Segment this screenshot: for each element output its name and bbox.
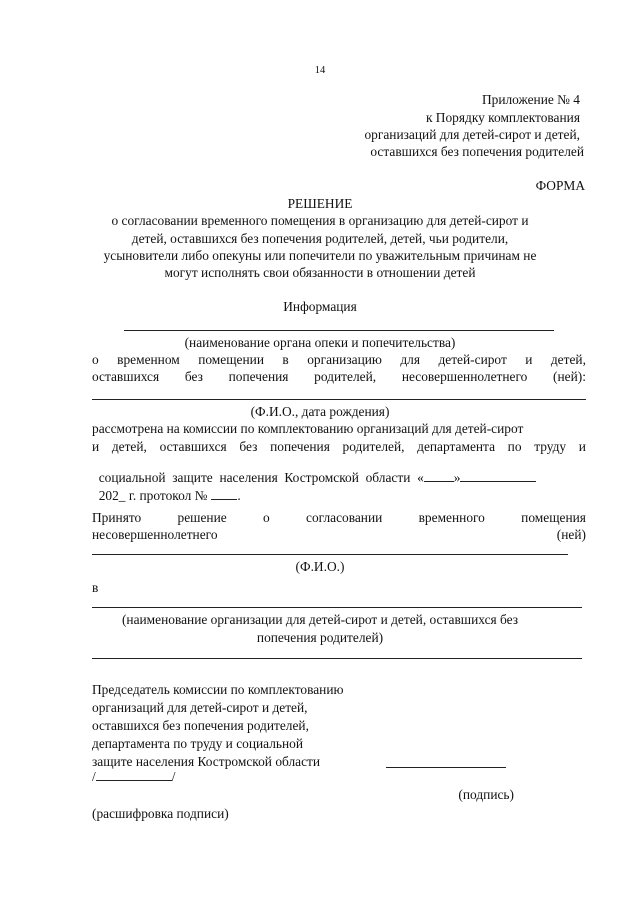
fio-caption: (Ф.И.О.)	[295, 559, 345, 574]
subtitle-line-3: усыновители либо опекуны или попечители по уважительным причинам не	[103, 248, 537, 263]
fio-blank-line	[92, 554, 568, 555]
page-number: 14	[314, 65, 326, 76]
commission-line-2: и детей, оставшихся без попечения родителей, департамента по труду и	[92, 439, 586, 454]
placement-text-line-1: о временном помещении в организацию для детей-сирот и детей,	[92, 352, 586, 367]
protocol-number-blank	[211, 489, 237, 500]
preposition-v: в	[92, 580, 99, 595]
decoding-blank	[96, 770, 172, 781]
decision-line-2: несовершеннолетнего (ней)	[92, 527, 586, 542]
subtitle-line-2: детей, оставшихся без попечения родителей, детей, чьи родители,	[131, 231, 509, 246]
org-caption-line-1: (наименование организации для детей-сирот и детей, оставшихся без	[121, 612, 519, 627]
placement-text-line-2: оставшихся без попечения родителей, несовершеннолетнего (ней):	[92, 369, 586, 384]
fio-dob-blank-line	[92, 399, 586, 400]
commission-line-1: рассмотрена на комиссии по комплектованию организаций для детей-сирот	[92, 421, 524, 436]
appendix-line-4: оставшихся без попечения родителей	[370, 144, 584, 159]
guardianship-blank-line	[124, 330, 554, 331]
appendix-line-1: Приложение № 4	[481, 92, 580, 107]
commission-line-4: 202_ г. протокол № .	[98, 488, 241, 504]
subtitle-line-4: могут исполнять свои обязанности в отношении детей	[164, 265, 476, 280]
appendix-line-2: к Порядку комплектования	[425, 110, 580, 125]
form-label: ФОРМА	[535, 178, 585, 193]
day-blank	[424, 471, 454, 482]
subtitle-line-1: о согласовании временного помещения в организацию для детей-сирот и	[111, 213, 529, 228]
chairman-line-1: Председатель комиссии по комплектованию	[92, 682, 344, 697]
decision-line-1: Принято решение о согласовании временного помещения	[92, 510, 586, 525]
info-heading: Информация	[283, 299, 357, 314]
chairman-line-3: оставшихся без попечения родителей,	[92, 718, 309, 733]
chairman-line-2: организаций для детей-сирот и детей,	[92, 700, 308, 715]
organization-blank-line	[92, 607, 582, 608]
appendix-line-3: организаций для детей-сирот и детей,	[364, 127, 580, 142]
org-caption-line-2: попечения родителей)	[256, 630, 384, 645]
chairman-line-5: защите населения Костромской области	[92, 754, 321, 769]
document-title: РЕШЕНИЕ	[287, 196, 353, 211]
signature-blank-line	[386, 767, 506, 768]
decoding-field: / /	[92, 769, 176, 784]
signature-caption: (подпись)	[458, 787, 514, 802]
fio-dob-caption: (Ф.И.О., дата рождения)	[250, 404, 390, 419]
decoding-caption: (расшифровка подписи)	[92, 806, 229, 821]
chairman-line-4: департамента по труду и социальной	[92, 736, 304, 751]
organization-blank-line-2	[92, 658, 582, 659]
guardianship-caption: (наименование органа опеки и попечительства)	[184, 335, 456, 350]
month-blank	[460, 471, 536, 482]
commission-line-3: социальной защите населения Костромской области « »	[92, 458, 536, 485]
